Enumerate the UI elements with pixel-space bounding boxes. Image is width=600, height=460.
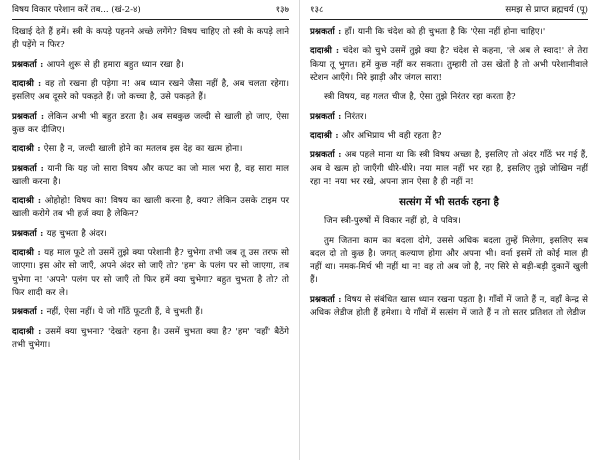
paragraph-text: लेकिन अभी भी बहुत डरता है। अब सबकुछ जल्दी से खाली हो जाए, ऐसा कुछ कर दीजिए। [12, 111, 290, 135]
paragraph [12, 163, 289, 189]
paragraph-text: निरंतर। [341, 111, 367, 122]
left-page-body [12, 26, 289, 352]
paragraph-text: चंदेश को चुभे उसमें तुझे क्या है? चंदेश से कहना, 'ले अब ले स्वाद!' ले तेरा किया तू भुगत। हमें कुछ नहीं कर सकता। तुम्हारी तो उस खेतों है तो अभी परेशानीवाले स्टेशन आएँगे। निरे झाड़ी और जंगल सारा! [310, 46, 588, 83]
paragraph-text: और अभिप्राय भी वही रहता है? [338, 130, 442, 141]
paragraph-text: जिन स्त्री-पुरुषों में विकार नहीं हो, वे पवित्र। [324, 216, 461, 227]
speaker-label: प्रश्नकर्ता : [310, 150, 342, 161]
speaker-label: दादाश्री : [310, 46, 340, 57]
paragraph-text: नहीं, ऐसा नहीं। ये जो गाँठें फूटती हैं, वे चुभती हैं। [43, 307, 204, 318]
speaker-label: प्रश्नकर्ता : [12, 59, 44, 70]
left-page-header [12, 4, 289, 20]
paragraph-text: दिखाई देते हैं हमें। स्त्री के कपड़े पहनने अच्छे लगेंगे? विषय चाहिए तो स्त्री के कपड़े लाने ही पड़ेंगे न फिर? [12, 27, 289, 51]
paragraph [310, 235, 588, 288]
right-page-body-bottom [310, 215, 588, 320]
speaker-label: दादाश्री : [12, 196, 42, 207]
right-header-title: समझ से प्राप्त ब्रह्मचर्य (पू) [505, 5, 588, 15]
paragraph [12, 228, 289, 241]
paragraph [310, 45, 588, 85]
left-header-title: विषय विकार परेशान करें तब... (खं-2-४) [12, 5, 141, 15]
speaker-label: दादाश्री : [12, 248, 41, 259]
section-heading: सत्संग में भी सतर्क रहना है [399, 196, 499, 209]
speaker-label: दादाश्री : [310, 130, 339, 141]
paragraph-text: यानी कि यह जो सारा विषय और कपट का जो माल भरा है, वह सारा माल खाली करना है। [12, 163, 289, 187]
paragraph [310, 91, 588, 104]
right-page-header [310, 4, 588, 20]
paragraph-text: यह माल फूटे तो उसमें तुझे क्या परेशानी है? चुभेगा तभी जब तू उस तरफ सो जाएगा। इस ओर सो जाएँ, अपने अंदर सो जाएँ तो? 'हम' के पलंग पर सो जाएगा, तब चुभेगा न! 'अपने' पलंग पर सो जाएँ तो फिर हमें क्या चुभेगा? बहुत चुभता है तो? तो फिर शादी कर ले। [12, 248, 289, 298]
speaker-label: प्रश्नकर्ता : [310, 111, 342, 122]
paragraph-text: आपने शुरू से ही हमारा बहुत ध्यान रखा है। [43, 59, 184, 70]
paragraph-text: वह तो रखना ही पड़ेगा न! अब ध्यान रखने जैसा नहीं है, अब चलता रहेगा। इसलिए अब दूसरे को पकड़ते हैं। जो कच्चा है, उसे पकड़ते हैं। [12, 78, 289, 103]
paragraph [310, 215, 588, 228]
speaker-label: प्रश्नकर्ता : [12, 228, 44, 239]
paragraph [12, 247, 289, 300]
paragraph-text: ओहोहो! विषय का! विषय का खाली करना है, क्या? लेकिन उसके टाइम पर खाली करोगे तब भी हर्ज क्या है लेकिन? [12, 196, 289, 220]
paragraph [12, 195, 289, 221]
speaker-label: दादाश्री : [12, 326, 42, 337]
speaker-label: प्रश्नकर्ता : [12, 307, 44, 318]
paragraph [310, 26, 588, 39]
right-page [300, 0, 600, 460]
paragraph-text: उसमें क्या चुभना? 'देखते' रहना है। उसमें चुभता क्या है? 'हम' 'वहाँ' बैठेंगे तभी चुभेगा। [12, 326, 289, 350]
right-page-number: १३८ [310, 5, 324, 15]
paragraph [310, 130, 588, 143]
paragraph [12, 59, 289, 72]
paragraph [310, 149, 588, 189]
paragraph-text: विषय से संबंधित खास ध्यान रखना पड़ता है। गाँवों में जाते हैं न, वहाँ केन्द्र से अधिक लेडीज होती हैं हमेशा। ये गाँवों में सत्संग में जाते हैं न तो सतर प्रतिशत तो लेडीज [310, 294, 588, 318]
paragraph [310, 294, 588, 320]
speaker-label: प्रश्नकर्ता : [12, 163, 44, 174]
paragraph-text: तुम जितना काम का बदला दोगे, उससे अधिक बदला तुम्हें मिलेगा, इसलिए सब बदल दो तो कुछ है। जगत् कल्याण होगा और अपना भी। वर्ना इसमें तो कोई माल ही नहीं था। नमक-मिर्च भी नहीं था न! वह तो अब जो है, नए सिरे से बड़ी-बड़ी दुकानें खुली हैं। [310, 235, 588, 286]
speaker-label: दादाश्री : [12, 144, 41, 155]
right-page-body-top [310, 26, 588, 189]
paragraph-text: अब पहले माना था कि स्त्री विषय अच्छा है, इसलिए तो अंदर गाँठें भर गई हैं, अब वे खत्म हो जाएँगी धीरे-धीरे। नया माल नहीं भर रहा है, इसलिए तुझे जोखिम नहीं रहा न! नया भर रखे, अपना ज्ञान ऐसा है ही नहीं न! [310, 150, 588, 187]
paragraph-text: हाँ। यानी कि चंदेश को ही चुभता है कि 'ऐसा नहीं होना चाहिए।' [341, 27, 546, 37]
paragraph [12, 111, 289, 137]
paragraph-text: स्त्री विषय, वह गलत चीज है, ऐसा तुझे निरंतर रहा करता है? [324, 92, 516, 103]
paragraph [12, 306, 289, 319]
speaker-label: प्रश्नकर्ता : [310, 294, 342, 305]
speaker-label: प्रश्नकर्ता : [12, 111, 45, 122]
paragraph [12, 143, 289, 156]
paragraph [12, 78, 289, 104]
paragraph-text: यह चुभता है अंदर। [43, 228, 107, 239]
paragraph [12, 26, 289, 52]
paragraph [12, 326, 289, 352]
speaker-label: दादाश्री : [12, 78, 42, 89]
left-page-number: १३७ [275, 5, 289, 15]
speaker-label: प्रश्नकर्ता : [310, 27, 342, 37]
paragraph-text: ऐसा है न, जल्दी खाली होने का मतलब इस देह का खत्म होना। [40, 144, 243, 155]
paragraph [310, 111, 588, 124]
